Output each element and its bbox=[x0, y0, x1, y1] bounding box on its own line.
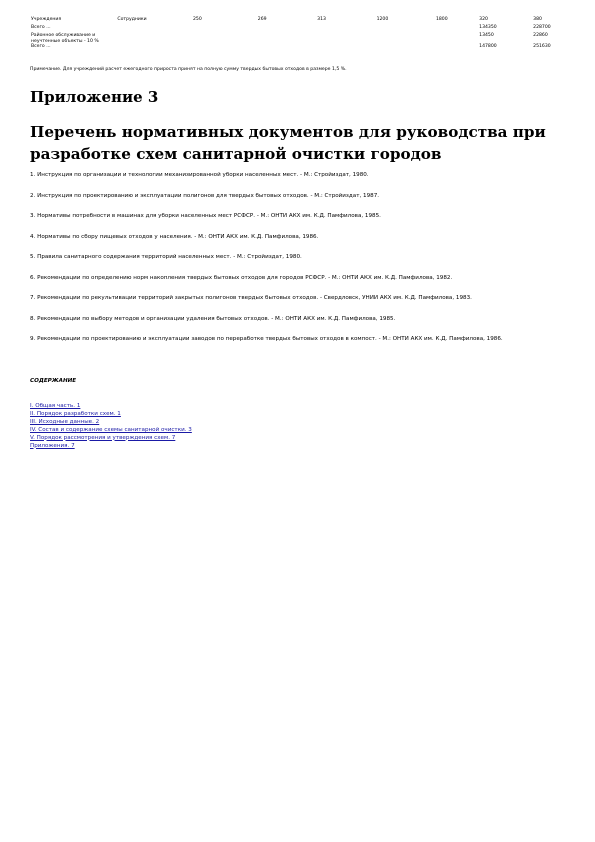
document-item: 4. Нормативы по сбору пищевых отходов у населения. - М.: ОНТИ АКХ им. К.Д. Памфилова, 1986. bbox=[30, 233, 319, 240]
table-note: Примечание. Для учреждений расчет ежегодного прироста принят на полную сумму твердых бытовых отходов в размере 1,5 %. bbox=[30, 67, 347, 72]
table-cell bbox=[376, 44, 435, 52]
table-cell: 22860 bbox=[533, 33, 548, 38]
table-cell: 251630 bbox=[533, 44, 551, 49]
toc-link-appendices[interactable]: Приложения. 7 bbox=[30, 442, 75, 449]
table-cell: Всего ... bbox=[31, 44, 51, 49]
table-cell: 1800 bbox=[435, 17, 448, 22]
table-cell bbox=[257, 33, 316, 44]
document-item: 6. Рекомендации по определению норм накопления твердых бытовых отходов для городов РСФСР. - М.: ОНТИ АКХ им. К.Д. Памфилова, 1982. bbox=[30, 274, 453, 281]
table-cell bbox=[257, 44, 316, 52]
table-cell bbox=[316, 33, 375, 44]
document-item: 9. Рекомендации по проектированию и эксплуатации заводов по переработке твердых бытовых отходов в компост. - М.: ОНТИ АКХ им. К.Д. Памфилова, 1986. bbox=[30, 336, 503, 342]
documents-list bbox=[30, 171, 565, 356]
documents-list-title: Перечень нормативных документов для руководства при разработке схем санитарной очистки городов bbox=[30, 123, 546, 163]
table-row bbox=[30, 25, 570, 33]
table-cell: 13450 bbox=[479, 33, 494, 38]
document-item: 2. Инструкция по проектированию и эксплуатации полигонов для твердых бытовых отходов. - М.: Стройиздат, 1987. bbox=[30, 192, 380, 199]
table-cell: 269 bbox=[257, 17, 267, 22]
table-cell: 250 bbox=[192, 17, 202, 22]
table-cell bbox=[316, 25, 375, 33]
table-cell: 147800 bbox=[479, 44, 497, 49]
document-item: 8. Рекомендации по выбору методов и организации удаления бытовых отходов. - М.: ОНТИ АКХ им. К.Д. Памфилова, 1985. bbox=[30, 315, 396, 322]
table-cell bbox=[435, 25, 478, 33]
document-item: 5. Правила санитарного содержания территорий населенных мест. - М.: Стройиздат, 1980. bbox=[30, 254, 302, 260]
appendix-title: Приложение 3 bbox=[30, 88, 159, 106]
table-cell: Районное обслуживание и неучтенные объекты - 10 % bbox=[31, 33, 99, 44]
document-item: 1. Инструкция по организации и технологии механизированной уборки населенных мест. - М.: Стройиздат, 1980. bbox=[30, 172, 369, 178]
toc-link-approval[interactable]: V. Порядок рассмотрения и утверждения схем. 7 bbox=[30, 434, 176, 441]
table-of-contents bbox=[30, 403, 192, 450]
table-cell: Учреждения bbox=[31, 17, 62, 22]
table-cell bbox=[435, 44, 478, 52]
toc-link-scheme-content[interactable]: IV. Состав и содержание схемы санитарной очистки. 3 bbox=[30, 426, 192, 433]
table-row bbox=[30, 33, 570, 44]
table-row bbox=[30, 17, 570, 25]
table-cell bbox=[257, 25, 316, 33]
table-cell: 228700 bbox=[533, 25, 551, 30]
table-cell bbox=[316, 44, 375, 52]
document-item: 3. Нормативы потребности в машинах для уборки населенных мест РСФСР. - М.: ОНТИ АКХ им. К.Д. Памфилова, 1985. bbox=[30, 213, 381, 219]
contents-heading: СОДЕРЖАНИЕ bbox=[30, 378, 77, 384]
table-cell bbox=[376, 25, 435, 33]
toc-link-procedure[interactable]: II. Порядок разработки схем. 1 bbox=[30, 410, 121, 417]
table-cell bbox=[376, 33, 435, 44]
table-cell: 1200 bbox=[376, 17, 389, 22]
table-cell bbox=[435, 33, 478, 44]
table-cell: Всего ... bbox=[31, 25, 51, 30]
table-cell: 380 bbox=[533, 17, 542, 22]
table-cell bbox=[116, 33, 192, 44]
table-cell: 320 bbox=[479, 17, 488, 22]
table-row bbox=[30, 44, 570, 52]
toc-link-general[interactable]: I. Общая часть. 1 bbox=[30, 403, 81, 409]
table-cell bbox=[116, 44, 192, 52]
table-cell bbox=[116, 25, 192, 33]
table-cell: 134350 bbox=[479, 25, 497, 30]
document-item: 7. Рекомендации по рекультивации территорий закрытых полигонов твердых бытовых отходов. - Свердловск, УНИИ АКХ им. К.Д. Памфилова, 1983. bbox=[30, 295, 472, 301]
waste-estimate-table bbox=[30, 17, 570, 52]
table-cell bbox=[192, 25, 257, 33]
table-cell bbox=[192, 33, 257, 44]
table-cell: 313 bbox=[317, 17, 326, 22]
table-cell bbox=[192, 44, 257, 52]
toc-link-source-data[interactable]: III. Исходные данные. 2 bbox=[30, 418, 100, 425]
table-cell: Сотрудники bbox=[117, 17, 147, 22]
